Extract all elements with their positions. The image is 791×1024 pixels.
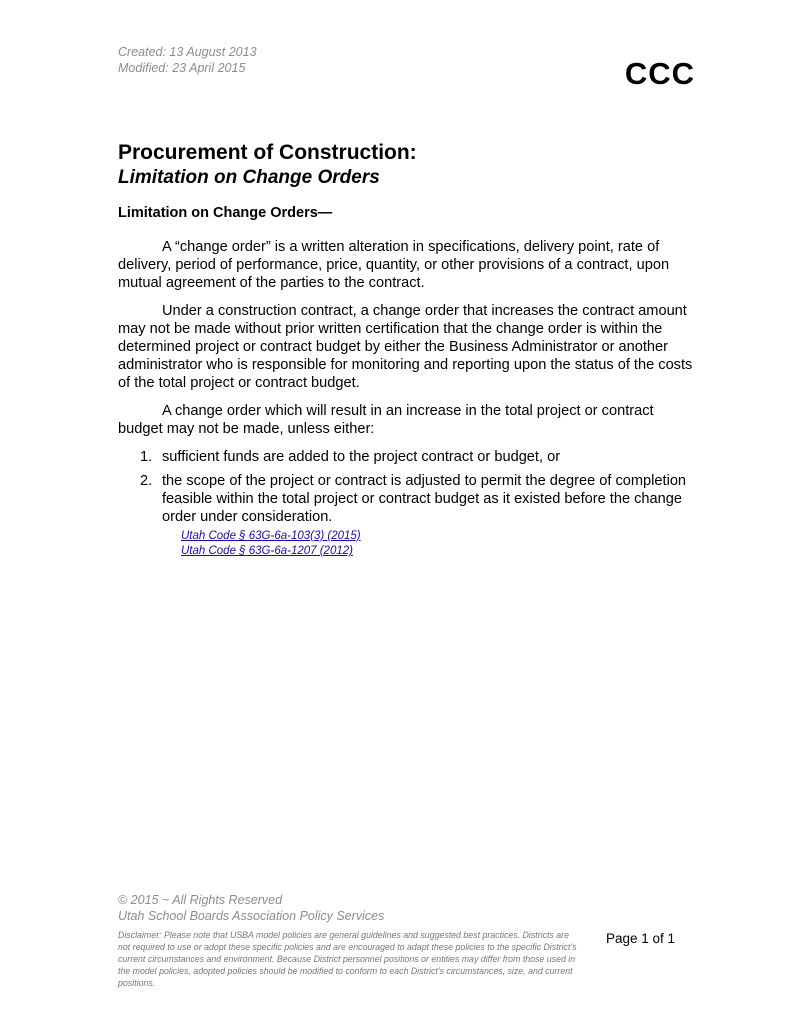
document-metadata bbox=[118, 44, 257, 76]
list-item-text: sufficient funds are added to the project contract or budget, or bbox=[162, 449, 561, 465]
paragraph: A “change order” is a written alteration in specifications, delivery point, rate of delivery, period of performance, price, quantity, or other provisions of a contract, upon mutual agreement of the parties to the contract. bbox=[118, 239, 670, 291]
policy-body bbox=[118, 238, 698, 532]
page-title: Procurement of Construction: bbox=[118, 141, 417, 164]
copyright-text: © 2015 ~ All Rights Reserved bbox=[118, 893, 283, 907]
list-item bbox=[118, 472, 698, 526]
legal-references bbox=[181, 529, 361, 559]
copyright-block bbox=[118, 892, 384, 924]
policy-code: CCC bbox=[624, 56, 695, 91]
list-item-text: the scope of the project or contract is adjusted to permit the degree of completion feasible within the total project or contract budget as it existed before the change order under consideration. bbox=[162, 473, 687, 525]
organization-name: Utah School Boards Association Policy Services bbox=[118, 909, 385, 923]
list-number: 1. bbox=[140, 449, 153, 465]
page-number: Page 1 of 1 bbox=[606, 931, 676, 946]
list-item bbox=[118, 448, 698, 466]
created-date: Created: 13 August 2013 bbox=[118, 45, 257, 59]
condition-list bbox=[118, 448, 698, 526]
reference-link[interactable]: Utah Code § 63G-6a-1207 (2012) bbox=[181, 545, 353, 557]
list-number: 2. bbox=[140, 473, 153, 489]
modified-date: Modified: 23 April 2015 bbox=[118, 61, 246, 75]
reference-link[interactable]: Utah Code § 63G-6a-103(3) (2015) bbox=[181, 530, 361, 542]
section-heading: Limitation on Change Orders— bbox=[118, 205, 333, 221]
paragraph: A change order which will result in an increase in the total project or contract budget may not be made, unless either: bbox=[118, 403, 654, 437]
page-subtitle: Limitation on Change Orders bbox=[118, 167, 380, 188]
disclaimer: Disclaimer: Please note that USBA model policies are general guidelines and suggested best practices. Districts are not required to use or adopt these specific policies and are encouraged to adapt these policies to the specific District’s current circumstances and environment. Because District personnel positions or entities may differ from those used in the model policies, adopted policies should be modified to conform to each District’s circumstances, size, and current positions. bbox=[118, 930, 577, 988]
paragraph: Under a construction contract, a change order that increases the contract amount may not be made without prior written certification that the change order is within the determined project or contract budget by either the Business Administrator or another administrator who is responsible for monitoring and reporting upon the status of the costs of the total project or contract budget. bbox=[118, 303, 693, 391]
